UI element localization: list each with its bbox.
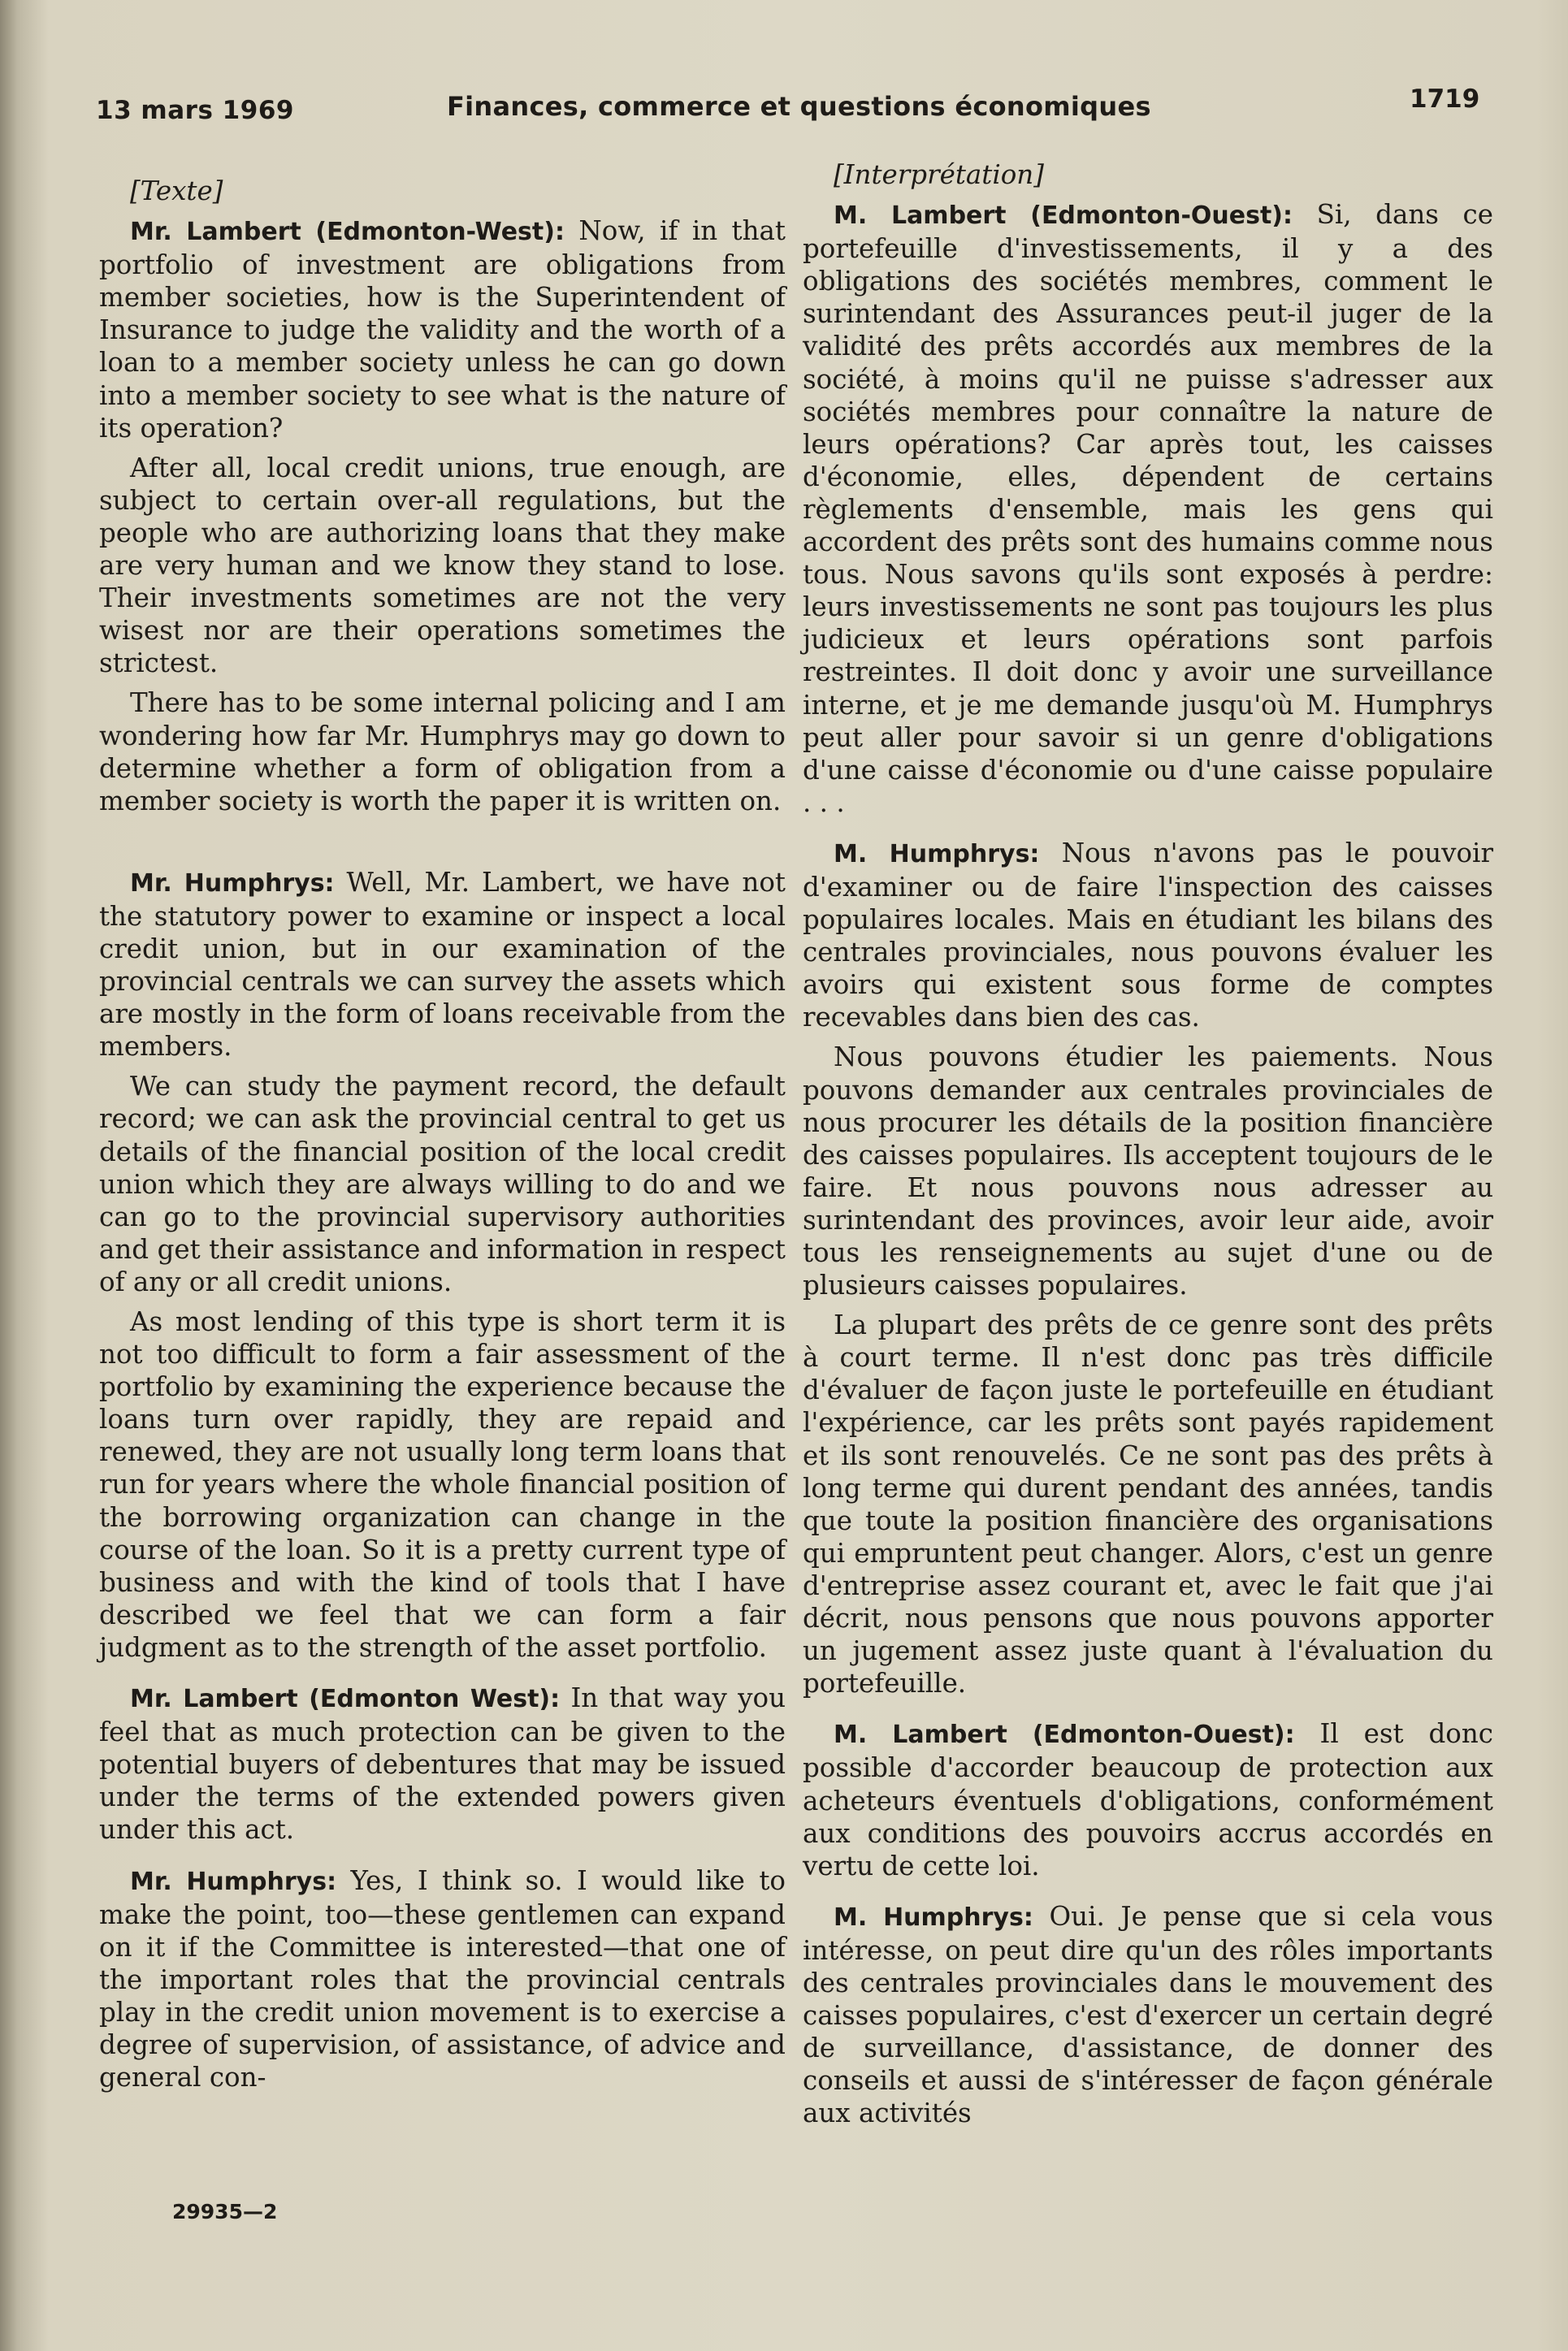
header-title: Finances, commerce et questions économiques bbox=[447, 91, 1151, 122]
paragraph-text: As most lending of this type is short term it is not too difficult to form a fair assessment of the portfolio by examining the experience because the loans turn over rapidly, they are repaid and renewed, they are not usually long term loans that run for years where the whole financial position of the borrowing organization can change in the course of the loan. So it is a pretty current type of business and with the kind of tools that I have described we feel that we can form a fair judgment as to the strength of the asset portfolio. bbox=[99, 1306, 786, 1663]
page-header bbox=[0, 81, 1568, 130]
paragraph-text: La plupart des prêts de ce genre sont des prêts à court terme. Il n'est donc pas très difficile d'évaluer de façon juste le portefeuille en étudiant l'expérience, car les prêts sont payés rapidement et ils sont renouvelés. Ce ne sont pas des prêts à long terme qui durent pendant des années, tandis que toute la position financière des organisations qui empruntent peut changer. Alors, c'est un genre d'entreprise assez courant et, avec le fait que j'ai décrit, nous pensons que nous pouvons apporter un jugement assez juste quant à l'évaluation du portefeuille. bbox=[803, 1310, 1493, 1699]
paragraph bbox=[99, 214, 786, 444]
paragraph bbox=[99, 452, 786, 680]
page-number: 1719 bbox=[1410, 84, 1480, 114]
speaker-name: Mr. Lambert (Edmonton West): bbox=[130, 1685, 561, 1714]
paragraph-text: Yes, I think so. I would like to make the point, too—these gentlemen can expand on it if the Committee is interested—that one of the important roles that the provincial centrals play in the credit union movement is to exercise a degree of supervision, of assistance, of advice and general con- bbox=[99, 1864, 786, 2093]
paragraph-text: Now, if in that portfolio of investment are obligations from member societies, how is the Superintendent of Insurance to judge the validity and the worth of a loan to a member society unless he can go down into a member society to see what is the nature of its operation? bbox=[99, 215, 786, 444]
paragraph bbox=[803, 1717, 1493, 1881]
paragraph bbox=[803, 1041, 1493, 1301]
speaker-name: Mr. Lambert (Edmonton-West): bbox=[130, 218, 565, 247]
paragraph-text: Nous pouvons étudier les paiements. Nous pouvons demander aux centrales provinciales de nous procurer les détails de la position financière des caisses populaires. Ils acceptent toujours de le faire. Et nous pouvons nous adresser au surintendant des provinces, avoir leur aide, avoir tous les renseignements au sujet d'une ou de plusieurs caisses populaires. bbox=[803, 1041, 1493, 1301]
paragraph-text: Si, dans ce portefeuille d'investissements, il y a des obligations des sociétés membres, comment le surintendant des Assurances peut-il juger de la validité des prêts accordés aux membres de la société, à moins qu'il ne puisse s'adresser aux sociétés membres pour connaître la nature de leurs opérations? Car après tout, les caisses d'économie, elles, dépendent de certains règlements d'ensemble, mais les gens qui accordent des prêts sont des humains comme nous tous. Nous savons qu'ils sont exposés à perdre: leurs investissements ne sont pas toujours les plus judicieux et leurs opérations sont parfois restreintes. Il doit donc y avoir une surveillance interne, et je me demande jusqu'où M. Humphrys peut aller pour savoir si un genre d'obligations d'une caisse d'économie ou d'une caisse populaire . . . bbox=[803, 199, 1493, 818]
paragraph bbox=[99, 1305, 786, 1664]
paragraph bbox=[803, 1900, 1493, 2130]
paragraph bbox=[803, 837, 1493, 1034]
paragraph-text: Nous n'avons pas le pouvoir d'examiner ou de faire l'inspection des caisses populaires locales. Mais en étudiant les bilans des centrales provinciales, nous pouvons évaluer les avoirs qui existent sous forme de comptes recevables dans bien des cas. bbox=[803, 837, 1493, 1033]
paragraph-text: In that way you feel that as much protection can be given to the potential buyers of debentures that may be issued under the terms of the extended powers given under this act. bbox=[99, 1682, 786, 1846]
paragraph bbox=[803, 198, 1493, 819]
paragraph bbox=[99, 1070, 786, 1298]
paragraph-text: Well, Mr. Lambert, we have not the statutory power to examine or inspect a local credit union, but in our examination of the provincial centrals we can survey the assets which are mostly in the form of loans receivable from the members. bbox=[99, 866, 786, 1063]
speaker-name: Mr. Humphrys: bbox=[130, 868, 335, 898]
speaker-name: M. Lambert (Edmonton-Ouest): bbox=[834, 201, 1293, 231]
paragraph bbox=[99, 1864, 786, 2094]
footer-code: 29935—2 bbox=[172, 2200, 278, 2223]
language-tag: [Interprétation] bbox=[834, 159, 1044, 190]
speaker-name: M. Humphrys: bbox=[834, 839, 1040, 868]
paragraph-text: We can study the payment record, the default record; we can ask the provincial central to get us details of the financial position of the local credit union which they are always willing to do and we can go to the provincial supervisory authorities and get their assistance and information in respect of any or all credit unions. bbox=[99, 1071, 786, 1297]
paragraph-text: After all, local credit unions, true enough, are subject to certain over-all regulations, but the people who are authorizing loans that they make are very human and we know they stand to lose. Their investments sometimes are not the very wisest nor are their operations sometimes the strictest. bbox=[99, 452, 786, 679]
book-spine bbox=[0, 0, 18, 2351]
paragraph bbox=[99, 686, 786, 816]
paragraph-text: Oui. Je pense que si cela vous intéresse, on peut dire qu'un des rôles importants des centrales provinciales dans le mouvement des caisses populaires, c'est d'exercer un certain degré de surveillance, d'assistance, de donner des conseils et aussi de s'intéresser de façon générale aux activités bbox=[803, 1900, 1493, 2129]
paragraph bbox=[99, 866, 786, 1063]
paragraph bbox=[803, 1309, 1493, 1699]
speaker-name: M. Humphrys: bbox=[834, 1903, 1033, 1932]
header-date: 13 mars 1969 bbox=[96, 96, 294, 125]
english-column bbox=[99, 175, 786, 2101]
speaker-name: M. Lambert (Edmonton-Ouest): bbox=[834, 1721, 1295, 1750]
paragraph-text: Il est donc possible d'accorder beaucoup de protection aux acheteurs éventuels d'obligations, conformément aux conditions des pouvoirs accrus accordés en vertu de cette loi. bbox=[803, 1718, 1494, 1881]
language-tag: [Texte] bbox=[130, 175, 223, 206]
speaker-name: Mr. Humphrys: bbox=[130, 1867, 337, 1896]
paragraph-text: There has to be some internal policing and I am wondering how far Mr. Humphrys may go down to determine whether a form of obligation from a member society is worth the paper it is written on. bbox=[99, 687, 786, 816]
paragraph bbox=[99, 1682, 786, 1846]
french-column bbox=[803, 158, 1493, 2137]
